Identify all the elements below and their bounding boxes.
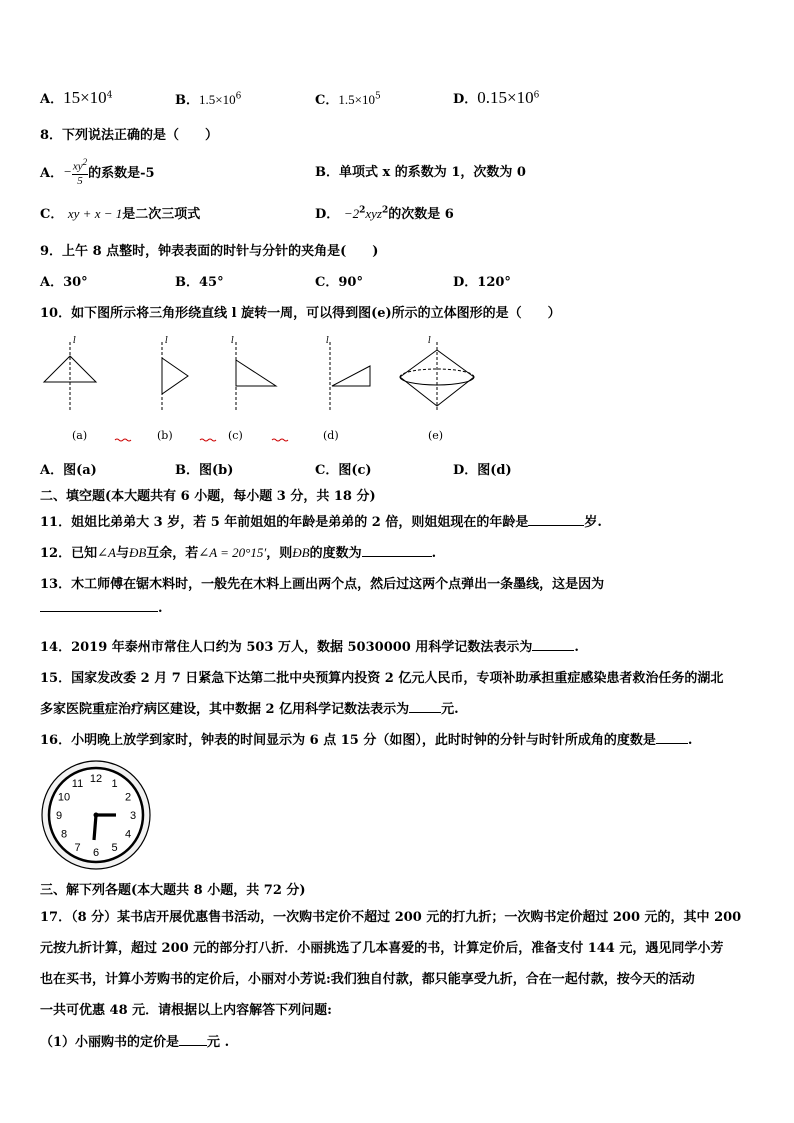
clock-number: 6 <box>92 847 100 859</box>
section-2-heading: 二、填空题(本大题共有 6 小题，每小题 3 分，共 18 分) <box>40 489 376 504</box>
figure-a <box>44 336 96 410</box>
q10-figures <box>0 330 794 450</box>
q9-option-c: C．90° <box>315 275 363 290</box>
figure-c <box>231 336 276 410</box>
fig-label-c: (c) <box>228 429 243 442</box>
clock-number: 10 <box>57 791 71 804</box>
q15-line2: 多家医院重症治疗病区建设，其中数据 2 亿用科学记数法表示为 元. <box>40 702 459 717</box>
q13: 13．木工师傅在锯木料时，一般先在木料上画出两个点，然后过这两个点弹出一条墨线，这是因为 <box>40 577 605 592</box>
squiggle-3 <box>272 439 288 441</box>
clock-number: 1 <box>111 778 118 790</box>
squiggle-2 <box>200 439 216 441</box>
q7-option-d: D．$0.15\times 10^6$ <box>453 88 540 107</box>
clock-center <box>94 813 99 818</box>
hour-hand <box>94 815 96 840</box>
q8-option-a: A． − $\frac{xy^2}{5}$ 的系数是-5 <box>40 157 155 187</box>
clock-number: 8 <box>60 828 68 841</box>
clock-number: 3 <box>129 810 137 822</box>
q14: 14．2019 年泰州市常住人口约为 503 万人，数据 5030000 用科学记数法表示为 . <box>40 640 579 655</box>
figure-d <box>326 336 370 410</box>
q10-option-c: C．图(c) <box>315 463 372 478</box>
q10-option-d: D．图(d) <box>453 463 512 478</box>
axis-label-a: l <box>73 336 76 346</box>
q16: 16．小明晚上放学到家时，钟表的时间显示为 6 点 15 分（如图），此时时钟的分针与时针所成角的度数是 . <box>40 733 693 748</box>
clock-number: 9 <box>55 810 63 822</box>
q9-option-d: D．120° <box>453 275 511 290</box>
q12: 12．已知∠A与ÐB互余，若∠A = 20°15′，则ÐB的度数为 . <box>40 545 437 561</box>
clock-figure <box>40 759 152 871</box>
q13-answer: . <box>40 601 163 616</box>
clock-number: 2 <box>124 791 132 804</box>
axis-label-e: l <box>428 336 431 346</box>
axis-label-d: l <box>326 336 329 346</box>
q17-sub1: （1）小丽购书的定价是 元 . <box>40 1035 230 1050</box>
axis-label-b: l <box>165 336 168 346</box>
q10-option-b: B．图(b) <box>175 463 234 478</box>
squiggle-1 <box>115 439 131 441</box>
q11: 11．姐姐比弟弟大 3 岁，若 5 年前姐姐的年龄是弟弟的 2 倍，则姐姐现在的年龄是 岁. <box>40 515 602 530</box>
clock-number: 11 <box>71 778 84 790</box>
q8-option-b: B．单项式 x 的系数为 1，次数为 0 <box>315 165 526 180</box>
clock-number: 4 <box>124 828 132 841</box>
fig-label-b: (b) <box>157 429 173 442</box>
q15-line1: 15．国家发改委 2 月 7 日紧急下达第二批中央预算内投资 2 亿元人民币，专项补助承担重症感染患者救治任务的湖北 <box>40 671 724 686</box>
figure-e <box>400 336 474 410</box>
q8-option-d: D． $-2^2xyz^2$的次数是 6 <box>315 205 454 222</box>
q7-option-b: B．$1.5\times 10^6$ <box>175 91 242 108</box>
q17-line2: 元按九折计算，超过 200 元的部分打八折．小丽挑选了几本喜爱的书，计算定价后，准备支付 144 元，遇见同学小芳 <box>40 941 724 956</box>
fig-label-e: (e) <box>428 429 444 442</box>
clock-number: 5 <box>111 842 118 854</box>
q8-option-c: C． xy + x − 1是二次三项式 <box>40 206 201 222</box>
q7-option-c: C．$1.5\times 10^5$ <box>315 91 381 108</box>
section-3-heading: 三、解下列各题(本大题共 8 小题，共 72 分) <box>40 883 306 898</box>
figure-b <box>162 336 188 410</box>
q10-stem: 10．如下图所示将三角形绕直线 l 旋转一周，可以得到图(e)所示的立体图形的是（ ） <box>40 306 561 321</box>
clock-number: 12 <box>89 773 103 785</box>
q10-option-a: A．图(a) <box>40 463 97 478</box>
q7-option-a: A．$15\times 10^4$ <box>40 88 113 107</box>
fig-label-a: (a) <box>72 429 88 442</box>
q17-line4: 一共可优惠 48 元．请根据以上内容解答下列问题: <box>40 1003 332 1018</box>
q9-option-a: A．30° <box>40 275 88 290</box>
q9-option-b: B．45° <box>175 275 224 290</box>
q8-stem: 8．下列说法正确的是（ ） <box>40 128 219 143</box>
fig-label-d: (d) <box>323 429 339 442</box>
axis-label-c: l <box>231 336 234 346</box>
q17-line1: 17．（8 分）某书店开展优惠售书活动，一次购书定价不超过 200 元的打九折；一次购书定价超过 200 元的，其中 200 <box>40 910 742 925</box>
q9-stem: 9．上午 8 点整时，钟表表面的时针与分针的夹角是( ) <box>40 244 379 259</box>
q17-line3: 也在买书，计算小芳购书的定价后，小丽对小芳说:我们独自付款，都只能享受九折，合在一起付款，按今天的活动 <box>40 972 695 987</box>
clock-number: 7 <box>74 842 81 854</box>
